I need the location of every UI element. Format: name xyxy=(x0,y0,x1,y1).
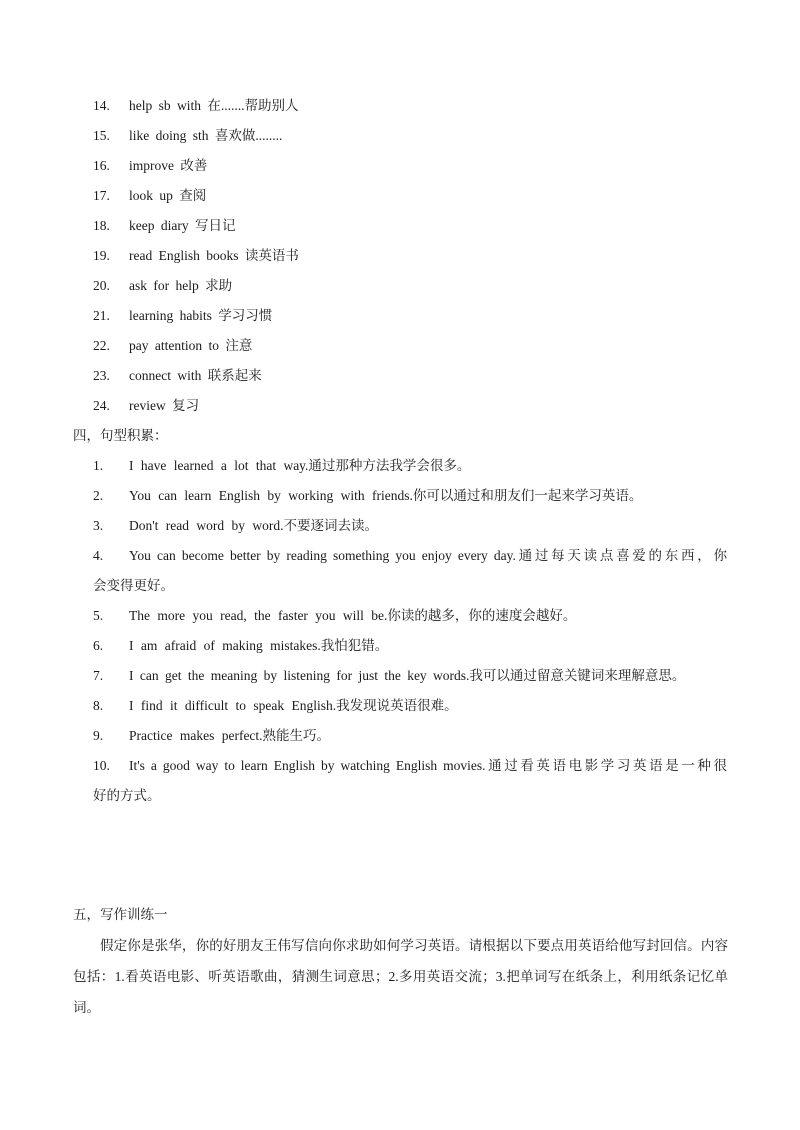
item-number: 5. xyxy=(93,608,104,623)
item-number: 20. xyxy=(93,278,110,293)
item-number: 16. xyxy=(93,158,110,173)
item-number: 17. xyxy=(93,188,110,203)
section-heading-4: 四，句型积累： xyxy=(73,428,168,443)
item-number: 23. xyxy=(93,368,110,383)
sentence-text: The more you read, the faster you will be.你读的越多，你的速度会越好。 xyxy=(129,608,577,623)
item-text: read English books 读英语书 xyxy=(129,248,299,263)
vocab-list xyxy=(0,93,800,423)
item-text: look up 查阅 xyxy=(129,188,207,203)
sentence-text: I can get the meaning by listening for just the key words.我可以通过留意关键词来理解意思。 xyxy=(129,668,686,683)
list-item xyxy=(0,93,800,123)
sentence-continuation: 会变得更好。 xyxy=(93,578,174,593)
list-item xyxy=(0,213,800,243)
item-number: 7. xyxy=(93,668,104,683)
list-item xyxy=(0,303,800,333)
item-text: keep diary 写日记 xyxy=(129,218,236,233)
item-text: pay attention to 注意 xyxy=(129,338,253,353)
item-number: 2. xyxy=(93,488,104,503)
item-text: review 复习 xyxy=(129,398,200,413)
item-number: 14. xyxy=(93,98,110,113)
item-number: 8. xyxy=(93,698,104,713)
item-number: 1. xyxy=(93,458,104,473)
sentence-text: You can learn English by working with friends.你可以通过和朋友们一起来学习英语。 xyxy=(129,488,643,503)
list-item xyxy=(0,273,800,303)
sentence-text: I find it difficult to speak English.我发现说英语很难。 xyxy=(129,698,458,713)
list-item xyxy=(0,153,800,183)
list-item xyxy=(0,123,800,153)
sentence-continuation: 好的方式。 xyxy=(93,788,161,803)
section-heading-5: 五，写作训练一 xyxy=(73,907,168,922)
sentence-text: I am afraid of making mistakes.我怕犯错。 xyxy=(129,638,389,653)
sentence-text: You can become better by reading something you enjoy every day.通过每天读点喜爱的东西，你 xyxy=(129,548,727,563)
list-item xyxy=(0,333,800,363)
item-number: 9. xyxy=(93,728,104,743)
sentence-text: I have learned a lot that way.通过那种方法我学会很多。 xyxy=(129,458,471,473)
item-text: improve 改善 xyxy=(129,158,208,173)
item-number: 19. xyxy=(93,248,110,263)
item-text: ask for help 求助 xyxy=(129,278,233,293)
item-number: 4. xyxy=(93,548,104,563)
item-number: 22. xyxy=(93,338,110,353)
item-number: 3. xyxy=(93,518,104,533)
item-number: 10. xyxy=(93,758,110,773)
sentence-text: It's a good way to learn English by watching English movies.通过看英语电影学习英语是一种很 xyxy=(129,758,727,773)
item-number: 18. xyxy=(93,218,110,233)
item-text: like doing sth 喜欢做........ xyxy=(129,128,283,143)
item-number: 6. xyxy=(93,638,104,653)
item-text: help sb with 在.......帮助别人 xyxy=(129,98,299,113)
sentence-text: Practice makes perfect.熟能生巧。 xyxy=(129,728,331,743)
item-text: connect with 联系起来 xyxy=(129,368,262,383)
item-number: 24. xyxy=(93,398,110,413)
list-item xyxy=(0,243,800,273)
writing-prompt: 假定你是张华，你的好朋友王伟写信向你求助如何学习英语。请根据以下要点用英语给他写封回信。内容包括：1.看英语电影、听英语歌曲，猜测生词意思；2.多用英语交流；3.把单词写在纸条上，利用纸条记忆单词。 xyxy=(73,938,728,1015)
list-item xyxy=(0,183,800,213)
item-number: 15. xyxy=(93,128,110,143)
list-item xyxy=(0,363,800,393)
item-text: learning habits 学习习惯 xyxy=(129,308,273,323)
item-number: 21. xyxy=(93,308,110,323)
sentence-text: Don't read word by word.不要逐词去读。 xyxy=(129,518,379,533)
list-item xyxy=(0,393,800,423)
